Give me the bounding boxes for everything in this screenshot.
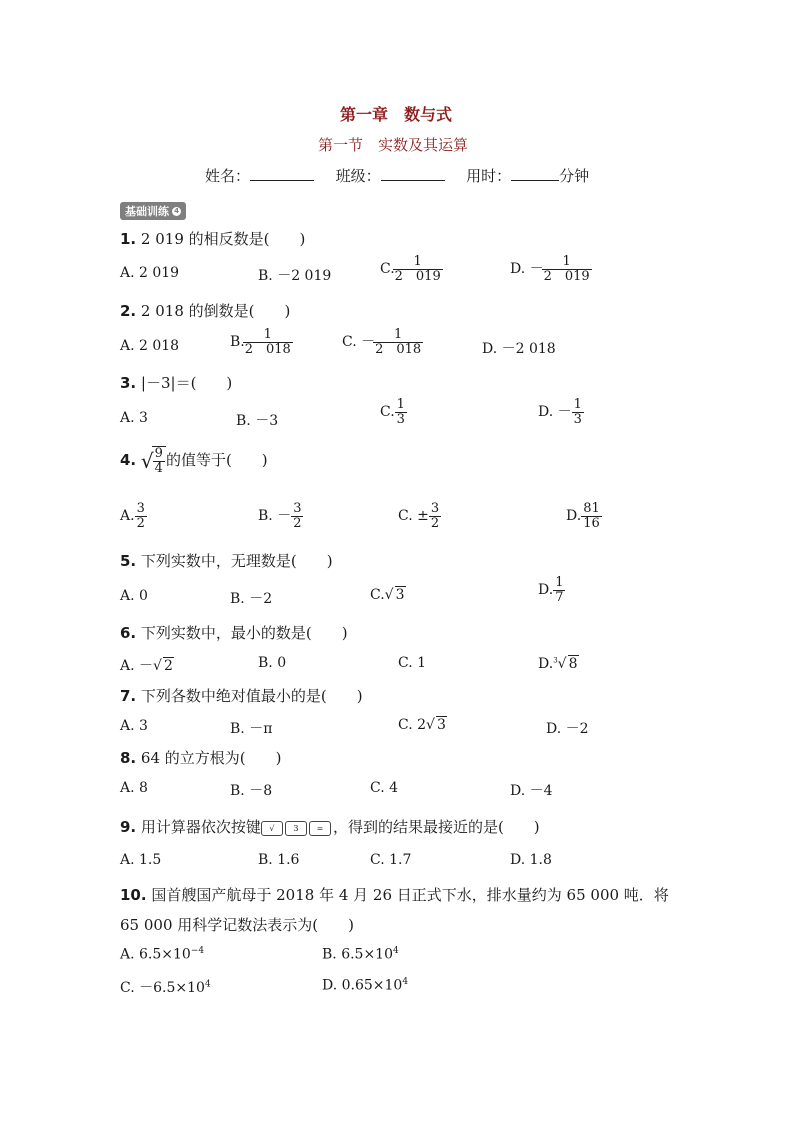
equals-key-icon: = (309, 821, 331, 836)
question-number: 6. (120, 624, 137, 642)
denominator: 3 (573, 411, 582, 427)
chapter-title: 第一章 数与式 (340, 105, 453, 124)
option-label: C. (370, 587, 385, 603)
sqrt-icon: √ (426, 717, 435, 733)
option-b[interactable]: B. 0 (258, 655, 287, 671)
question-stem: 2 019 的相反数是( ) (140, 230, 306, 248)
option-c[interactable] (398, 716, 447, 733)
question-stem: |－3|＝( ) (140, 374, 233, 392)
fraction (245, 328, 291, 356)
option-c[interactable] (398, 502, 441, 530)
sqrt-icon: √ (140, 449, 154, 474)
option-d[interactable] (538, 398, 584, 426)
question-number: 4. (120, 451, 137, 470)
option-d[interactable] (322, 977, 408, 994)
three-key-icon: 3 (285, 821, 307, 836)
option-label: C. (380, 404, 395, 421)
denominator: 4 (154, 460, 163, 476)
option-a[interactable]: A. 3 (120, 718, 148, 734)
numerator: 3 (430, 501, 440, 516)
time-field[interactable] (511, 166, 559, 181)
sqrt-key-icon: √ (261, 821, 283, 836)
option-a[interactable] (120, 655, 174, 675)
denominator: 2 019 (394, 268, 441, 284)
option-c[interactable]: C. 4 (370, 780, 399, 796)
option-label: D. － (538, 404, 572, 421)
option-d[interactable]: D. －4 (510, 783, 553, 799)
option-label: D. (566, 508, 582, 525)
numerator: 1 (263, 327, 272, 342)
option-b[interactable]: B. －8 (230, 783, 273, 799)
option-b[interactable] (322, 946, 399, 963)
radicand: 2 (163, 658, 173, 674)
option-label: C. ± (398, 508, 429, 525)
option-label: C. (380, 261, 395, 278)
fraction (429, 502, 441, 530)
option-d[interactable]: D. 1.8 (510, 852, 552, 868)
denominator: 2 (430, 515, 440, 531)
sqrt-icon: √ (153, 658, 162, 674)
sqrt-icon: √ (384, 587, 394, 603)
option-label: D. (538, 582, 554, 599)
student-info-line (205, 165, 589, 186)
question-2 (120, 300, 290, 321)
denominator: 2 018 (244, 341, 291, 357)
name-label: 姓名： (205, 167, 251, 185)
exponent: 4 (393, 946, 399, 956)
fraction (572, 398, 584, 426)
fraction (581, 502, 602, 530)
question-1 (120, 228, 305, 249)
option-d[interactable]: D. －2 018 (482, 341, 556, 357)
fraction (153, 447, 165, 475)
radicand: 3 (436, 717, 446, 733)
option-a[interactable]: A. 8 (120, 780, 148, 796)
numerator: 1 (573, 397, 582, 412)
question-number: 2. (120, 302, 137, 320)
question-stem-tail: ，得到的结果最接近的是( ) (332, 818, 540, 836)
numerator: 1 (393, 327, 403, 342)
class-field[interactable] (381, 166, 445, 181)
numerator: 3 (293, 501, 302, 516)
question-3 (120, 372, 232, 393)
option-b[interactable]: B. －2 (230, 591, 273, 607)
question-number: 3. (120, 374, 137, 392)
option-a[interactable]: A. 0 (120, 588, 148, 604)
time-label: 用时： (466, 167, 512, 185)
option-b[interactable]: B. －3 (236, 413, 279, 429)
question-8 (120, 747, 281, 768)
numerator: 1 (562, 254, 571, 269)
option-b[interactable]: B. －2 019 (258, 268, 332, 284)
option-label: B. － (258, 508, 292, 525)
option-d[interactable]: D. －2 (546, 721, 589, 737)
exponent: 4 (402, 977, 409, 987)
question-stem: 下列各数中绝对值最小的是( ) (140, 687, 363, 705)
fraction (553, 576, 565, 604)
option-a[interactable]: A. 3 (120, 410, 148, 426)
question-number: 8. (120, 749, 137, 767)
question-number: 10. (120, 886, 147, 904)
radicand (152, 446, 166, 475)
exponent: −4 (190, 946, 205, 956)
denominator: 2 (293, 515, 302, 531)
question-number: 1. (120, 230, 137, 248)
option-label: B. (230, 334, 245, 351)
badge-mark-icon: 4 (172, 207, 181, 216)
question-9 (120, 816, 540, 837)
option-c[interactable]: C. 1.7 (370, 852, 412, 868)
exponent: 4 (204, 979, 211, 990)
question-stem-head: 用计算器依次按键 (140, 818, 261, 836)
class-label: 班级： (335, 167, 381, 185)
fraction (395, 398, 407, 426)
section-badge (120, 200, 186, 220)
numerator: 3 (136, 501, 145, 516)
numerator: 1 (555, 575, 564, 590)
question-stem: 64 的立方根为( ) (140, 749, 282, 767)
question-stem: 2 018 的倒数是( ) (140, 302, 291, 320)
question-stem-line1: 国首艘国产航母于 2018 年 4 月 26 日正式下水，排水量约为 65 000 吨．将 (151, 886, 669, 904)
numerator: 81 (583, 501, 600, 516)
name-field[interactable] (250, 166, 314, 181)
option-label: A. － (120, 658, 154, 674)
option-a[interactable]: A. 2 019 (120, 265, 180, 281)
option-d[interactable] (510, 255, 590, 283)
sqrt-icon: √ (557, 656, 567, 672)
question-stem: 下列实数中，最小的数是( ) (140, 624, 348, 642)
question-7 (120, 685, 363, 706)
fraction (291, 502, 303, 530)
option-d[interactable] (538, 655, 579, 672)
section-title: 第一节 实数及其运算 (318, 136, 469, 154)
denominator: 7 (555, 589, 564, 605)
option-d[interactable] (566, 502, 602, 530)
option-label: D. － (510, 261, 544, 278)
option-c[interactable] (370, 586, 406, 603)
question-6 (120, 622, 348, 643)
option-c[interactable] (342, 328, 421, 356)
option-a[interactable]: A. 2 018 (120, 338, 180, 354)
fraction (375, 328, 421, 356)
option-b[interactable]: B. 1.6 (258, 852, 300, 868)
question-number: 7. (120, 687, 137, 705)
denominator: 2 018 (375, 341, 422, 357)
option-c[interactable] (380, 255, 441, 283)
radicand: 8 (568, 656, 578, 672)
question-10 (120, 884, 669, 905)
radicand: 3 (395, 587, 405, 603)
option-label: C. 2 (398, 717, 427, 733)
time-unit: 分钟 (559, 167, 590, 185)
option-base: B. 6.5×10 (322, 946, 393, 963)
numerator: 9 (154, 446, 163, 461)
question-stem: 的值等于( ) (165, 451, 268, 470)
numerator: 1 (396, 397, 405, 412)
denominator: 2 019 (543, 268, 590, 284)
option-label: A. (120, 508, 135, 525)
option-c[interactable]: C. 1 (398, 655, 427, 671)
root-index: 3 (553, 656, 558, 665)
option-base: C. －6.5×10 (120, 980, 205, 996)
option-d[interactable] (538, 576, 565, 604)
option-label: C. － (342, 334, 376, 351)
option-label: D. (538, 656, 554, 672)
fraction (544, 255, 590, 283)
option-b[interactable]: B. －π (230, 721, 273, 737)
denominator: 2 (136, 515, 145, 531)
question-4 (120, 446, 268, 475)
option-base: A. 6.5×10 (120, 946, 191, 963)
option-c[interactable] (380, 398, 407, 426)
fraction (395, 255, 441, 283)
option-a[interactable] (120, 502, 147, 530)
denominator: 16 (583, 515, 600, 531)
option-b[interactable] (230, 328, 291, 356)
question-stem: 下列实数中，无理数是( ) (140, 552, 333, 570)
question-5 (120, 550, 333, 571)
option-b[interactable] (258, 502, 303, 530)
badge-label: 基础训练 (125, 205, 169, 218)
denominator: 3 (396, 411, 405, 427)
option-a[interactable] (120, 946, 204, 963)
option-base: D. 0.65×10 (322, 977, 403, 994)
question-stem-line2: 65 000 用科学记数法表示为( ) (120, 916, 354, 934)
question-number: 9. (120, 818, 137, 836)
numerator: 1 (413, 254, 422, 269)
option-c[interactable] (120, 977, 211, 997)
fraction (135, 502, 147, 530)
option-a[interactable]: A. 1.5 (120, 852, 162, 868)
question-number: 5. (120, 552, 137, 570)
